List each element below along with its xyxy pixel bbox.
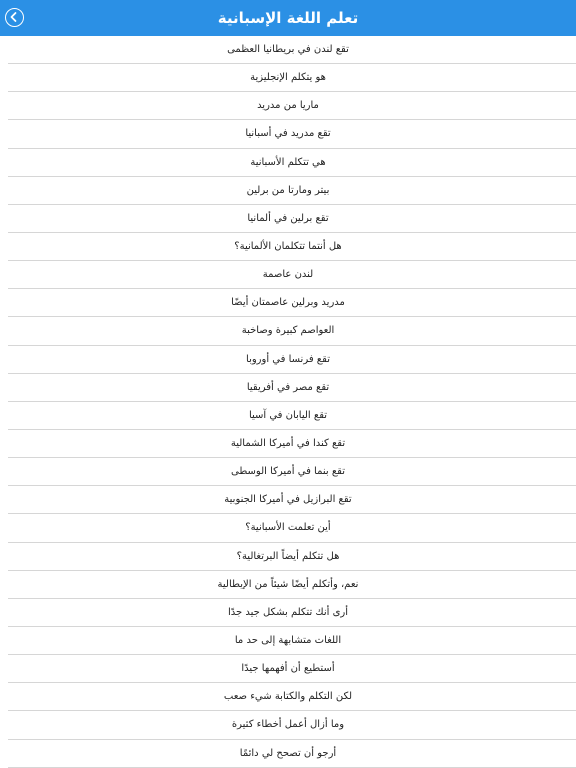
- list-item[interactable]: أرجو أن تصحح لي دائمًا: [0, 740, 576, 768]
- list-item[interactable]: لكن التكلم والكتابة شيء صعب: [0, 683, 576, 711]
- list-item[interactable]: هي تتكلم الأسبانية: [0, 149, 576, 177]
- list-item[interactable]: مدريد وبرلين عاصمتان أيضًا: [0, 289, 576, 317]
- list-item[interactable]: هو يتكلم الإنجليزية: [0, 64, 576, 92]
- chevron-left-icon: [6, 9, 22, 25]
- list-item[interactable]: أرى أنك تتكلم بشكل جيد جدًا: [0, 599, 576, 627]
- list-item[interactable]: اللغات متشابهة إلى حد ما: [0, 627, 576, 655]
- list-item[interactable]: ماريا من مدريد: [0, 92, 576, 120]
- list-item[interactable]: العواصم كبيرة وصاخبة: [0, 317, 576, 345]
- list-item[interactable]: هل تتكلم أيضاً البرتغالية؟: [0, 543, 576, 571]
- list-item[interactable]: وما أزال أعمل أخطاء كثيرة: [0, 711, 576, 739]
- list-item[interactable]: تقع كندا في أميركا الشمالية: [0, 430, 576, 458]
- list-item[interactable]: أستطيع أن أفهمها جيدًا: [0, 655, 576, 683]
- phrase-list[interactable]: [0, 36, 576, 768]
- list-item[interactable]: نعم، وأتكلم أيضًا شيئاً من الإيطالية: [0, 571, 576, 599]
- list-item[interactable]: هل أنتما تتكلمان الألمانية؟: [0, 233, 576, 261]
- back-button[interactable]: [5, 8, 24, 27]
- list-item[interactable]: أين تعلمت الأسبانية؟: [0, 514, 576, 542]
- page-title: تعلم اللغة الإسبانية: [217, 9, 359, 27]
- list-item[interactable]: تقع لندن في بريطانيا العظمى: [0, 36, 576, 64]
- list-item[interactable]: تقع اليابان في آسيا: [0, 402, 576, 430]
- list-item[interactable]: تقع مصر في أفريقيا: [0, 374, 576, 402]
- list-item[interactable]: تقع البرازيل في أميركا الجنوبية: [0, 486, 576, 514]
- list-item[interactable]: تقع برلين في ألمانيا: [0, 205, 576, 233]
- list-item[interactable]: تقع مدريد في أسبانيا: [0, 120, 576, 148]
- navigation-bar: [0, 0, 576, 36]
- list-item[interactable]: تقع فرنسا في أوروبا: [0, 346, 576, 374]
- list-item[interactable]: لندن عاصمة: [0, 261, 576, 289]
- list-item[interactable]: تقع بنما في أميركا الوسطى: [0, 458, 576, 486]
- list-item[interactable]: بيتر ومارتا من برلين: [0, 177, 576, 205]
